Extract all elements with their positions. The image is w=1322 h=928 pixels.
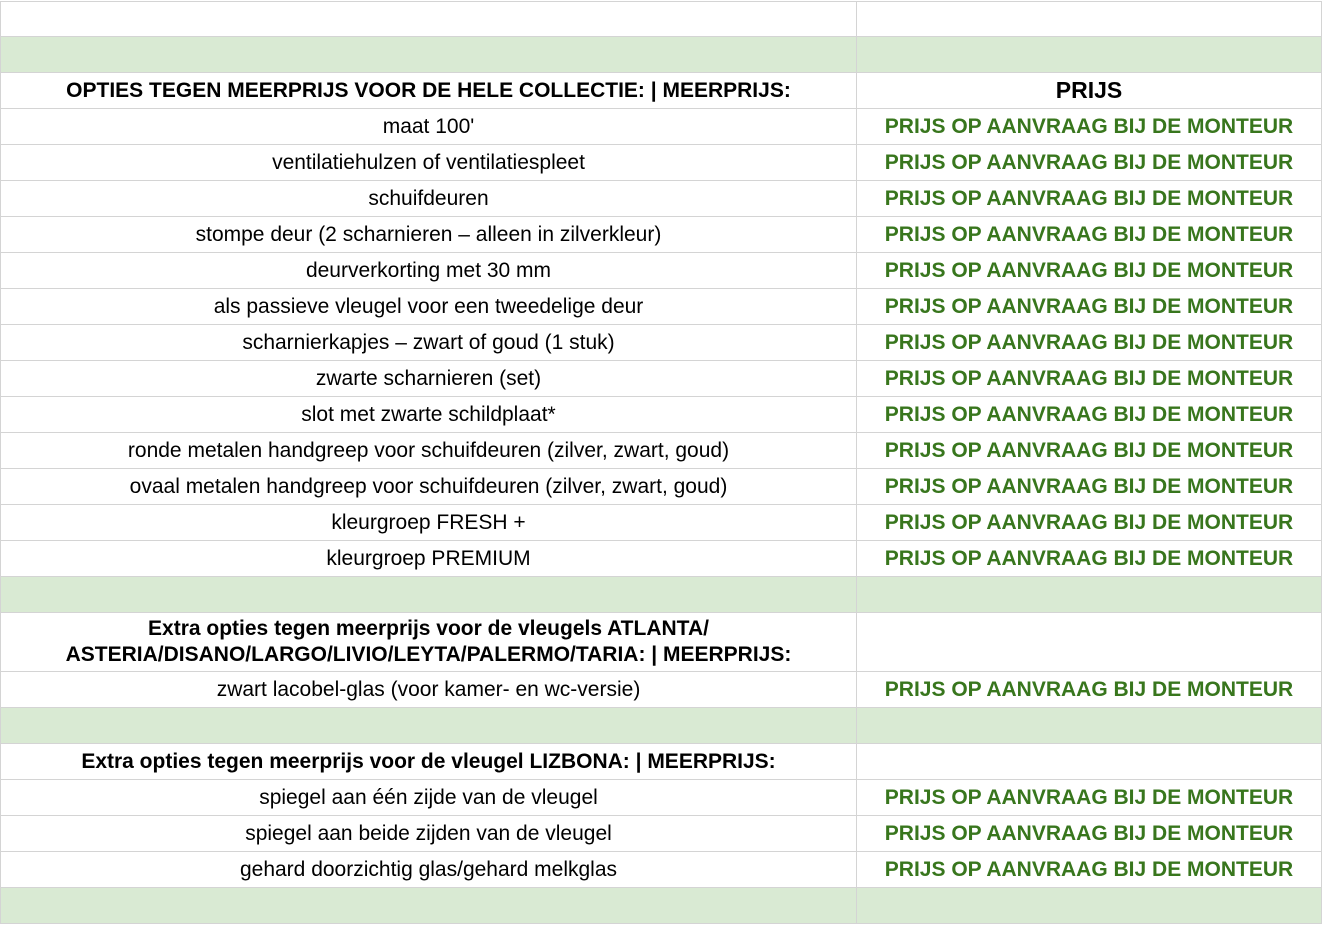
- option-price-cell[interactable]: PRIJS OP AANVRAAG BIJ DE MONTEUR: [857, 469, 1322, 505]
- option-price-cell[interactable]: PRIJS OP AANVRAAG BIJ DE MONTEUR: [857, 816, 1322, 852]
- table-row: [1, 397, 1322, 433]
- cell[interactable]: [857, 708, 1322, 744]
- cell[interactable]: [1, 708, 857, 744]
- option-item-cell[interactable]: ventilatiehulzen of ventilatiespleet: [1, 145, 857, 181]
- section3-heading[interactable]: Extra opties tegen meerprijs voor de vleugel LIZBONA: | MEERPRIJS:: [1, 744, 857, 780]
- option-price-cell[interactable]: PRIJS OP AANVRAAG BIJ DE MONTEUR: [857, 433, 1322, 469]
- section2-header-row: [1, 613, 1322, 672]
- option-price-cell[interactable]: PRIJS OP AANVRAAG BIJ DE MONTEUR: [857, 852, 1322, 888]
- separator-row: [1, 888, 1322, 924]
- table-row: [1, 325, 1322, 361]
- option-item-cell[interactable]: stompe deur (2 scharnieren – alleen in zilverkleur): [1, 217, 857, 253]
- option-price-cell[interactable]: PRIJS OP AANVRAAG BIJ DE MONTEUR: [857, 397, 1322, 433]
- table-row: [1, 181, 1322, 217]
- table-row: [1, 433, 1322, 469]
- section2-heading-line1: Extra opties tegen meerprijs voor de vleugels ATLANTA/: [148, 617, 709, 640]
- option-price-cell[interactable]: PRIJS OP AANVRAAG BIJ DE MONTEUR: [857, 541, 1322, 577]
- section1-header-row: [1, 73, 1322, 109]
- option-item-cell[interactable]: kleurgroep PREMIUM: [1, 541, 857, 577]
- cell[interactable]: [1, 37, 857, 73]
- option-price-cell[interactable]: PRIJS OP AANVRAAG BIJ DE MONTEUR: [857, 217, 1322, 253]
- option-item-cell[interactable]: als passieve vleugel voor een tweedelige deur: [1, 289, 857, 325]
- option-item-cell[interactable]: zwart lacobel-glas (voor kamer- en wc-versie): [1, 672, 857, 708]
- option-price-cell[interactable]: PRIJS OP AANVRAAG BIJ DE MONTEUR: [857, 253, 1322, 289]
- section1-heading[interactable]: OPTIES TEGEN MEERPRIJS VOOR DE HELE COLLECTIE: | MEERPRIJS:: [1, 73, 857, 109]
- cell[interactable]: [857, 577, 1322, 613]
- option-price-cell[interactable]: PRIJS OP AANVRAAG BIJ DE MONTEUR: [857, 325, 1322, 361]
- price-options-table: [0, 1, 1322, 924]
- separator-row: [1, 37, 1322, 73]
- option-item-cell[interactable]: spiegel aan één zijde van de vleugel: [1, 780, 857, 816]
- option-price-cell[interactable]: PRIJS OP AANVRAAG BIJ DE MONTEUR: [857, 361, 1322, 397]
- option-price-cell[interactable]: PRIJS OP AANVRAAG BIJ DE MONTEUR: [857, 289, 1322, 325]
- blank-row: [1, 2, 1322, 37]
- cell[interactable]: [1, 2, 857, 37]
- table-row: [1, 361, 1322, 397]
- section2-heading-line2: ASTERIA/DISANO/LARGO/LIVIO/LEYTA/PALERMO/TARIA: | MEERPRIJS:: [65, 643, 792, 666]
- option-item-cell[interactable]: gehard doorzichtig glas/gehard melkglas: [1, 852, 857, 888]
- table-row: [1, 816, 1322, 852]
- option-item-cell[interactable]: maat 100': [1, 109, 857, 145]
- option-price-cell[interactable]: PRIJS OP AANVRAAG BIJ DE MONTEUR: [857, 505, 1322, 541]
- option-item-cell[interactable]: ovaal metalen handgreep voor schuifdeuren (zilver, zwart, goud): [1, 469, 857, 505]
- cell[interactable]: [857, 744, 1322, 780]
- option-item-cell[interactable]: deurverkorting met 30 mm: [1, 253, 857, 289]
- option-item-cell[interactable]: ronde metalen handgreep voor schuifdeuren (zilver, zwart, goud): [1, 433, 857, 469]
- table-row: [1, 469, 1322, 505]
- option-price-cell[interactable]: PRIJS OP AANVRAAG BIJ DE MONTEUR: [857, 109, 1322, 145]
- price-column-heading[interactable]: PRIJS: [857, 73, 1322, 109]
- option-item-cell[interactable]: zwarte scharnieren (set): [1, 361, 857, 397]
- table-row: [1, 505, 1322, 541]
- option-price-cell[interactable]: PRIJS OP AANVRAAG BIJ DE MONTEUR: [857, 780, 1322, 816]
- separator-row: [1, 577, 1322, 613]
- option-price-cell[interactable]: PRIJS OP AANVRAAG BIJ DE MONTEUR: [857, 672, 1322, 708]
- cell[interactable]: [857, 37, 1322, 73]
- cell[interactable]: [857, 2, 1322, 37]
- option-item-cell[interactable]: slot met zwarte schildplaat*: [1, 397, 857, 433]
- option-item-cell[interactable]: kleurgroep FRESH +: [1, 505, 857, 541]
- table-row: [1, 217, 1322, 253]
- option-item-cell[interactable]: spiegel aan beide zijden van de vleugel: [1, 816, 857, 852]
- option-item-cell[interactable]: schuifdeuren: [1, 181, 857, 217]
- cell[interactable]: [1, 577, 857, 613]
- table-row: [1, 289, 1322, 325]
- cell[interactable]: [857, 613, 1322, 672]
- option-item-cell[interactable]: scharnierkapjes – zwart of goud (1 stuk): [1, 325, 857, 361]
- table-row: [1, 253, 1322, 289]
- option-price-cell[interactable]: PRIJS OP AANVRAAG BIJ DE MONTEUR: [857, 145, 1322, 181]
- section3-header-row: [1, 744, 1322, 780]
- table-row: [1, 145, 1322, 181]
- section2-heading[interactable]: [1, 613, 857, 672]
- table-row: [1, 672, 1322, 708]
- separator-row: [1, 708, 1322, 744]
- table-row: [1, 852, 1322, 888]
- table-row: [1, 780, 1322, 816]
- option-price-cell[interactable]: PRIJS OP AANVRAAG BIJ DE MONTEUR: [857, 181, 1322, 217]
- table-row: [1, 541, 1322, 577]
- cell[interactable]: [1, 888, 857, 924]
- cell[interactable]: [857, 888, 1322, 924]
- table-row: [1, 109, 1322, 145]
